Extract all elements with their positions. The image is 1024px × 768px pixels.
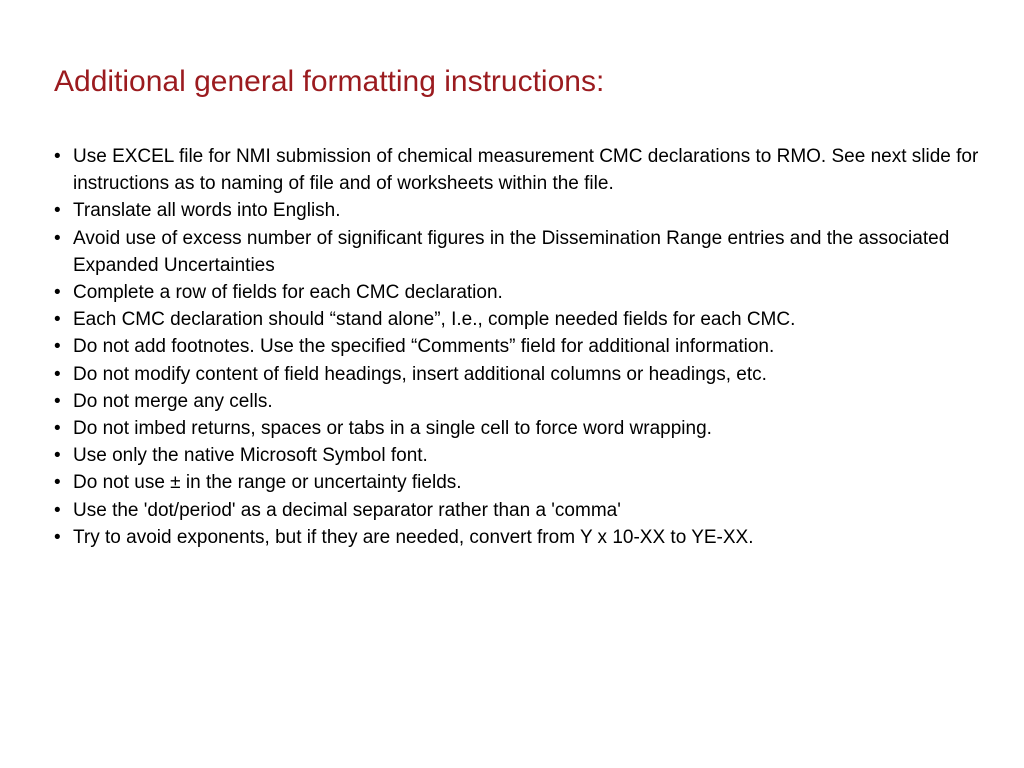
list-item [54, 415, 994, 442]
list-item [54, 497, 994, 524]
list-item [54, 143, 994, 197]
list-item-text: Do not use ± in the range or uncertainty fields. [73, 472, 462, 494]
list-item-text: Each CMC declaration should “stand alone”, I.e., comple needed fields for each CMC. [73, 309, 796, 331]
list-item-text: Use only the native Microsoft Symbol font. [73, 445, 428, 467]
bullet-icon: • [54, 390, 61, 412]
list-item [54, 442, 994, 469]
bullet-icon: • [54, 227, 61, 249]
list-item [54, 197, 994, 224]
bullet-icon: • [54, 418, 61, 440]
bullet-icon: • [54, 445, 61, 467]
list-item-text: Use EXCEL file for NMI submission of chemical measurement CMC declarations to RMO. See next slide for instructions as to naming of file and of worksheets within the file. [73, 146, 979, 195]
list-item-text: Do not imbed returns, spaces or tabs in a single cell to force word wrapping. [73, 418, 712, 440]
list-item-text: Translate all words into English. [73, 200, 341, 222]
list-item-text: Do not add footnotes. Use the specified “Comments” field for additional information. [73, 336, 775, 358]
list-item-text: Do not merge any cells. [73, 390, 273, 412]
list-item-text: Complete a row of fields for each CMC declaration. [73, 282, 503, 304]
bullet-icon: • [54, 146, 61, 167]
slide-title: Additional general formatting instructions: [54, 65, 605, 98]
list-item-text: Do not modify content of field headings, insert additional columns or headings, etc. [73, 363, 767, 385]
list-item-text: Try to avoid exponents, but if they are needed, convert from Y x 10-XX to YE-XX. [73, 526, 754, 548]
list-item-text: Avoid use of excess number of significant figures in the Dissemination Range entries and the associated Expanded Uncertainties [73, 227, 950, 276]
bullet-icon: • [54, 200, 61, 222]
list-item [54, 388, 994, 415]
bullet-list [54, 143, 994, 551]
list-item [54, 306, 994, 333]
bullet-icon: • [54, 526, 61, 548]
list-item [54, 469, 994, 496]
list-item [54, 279, 994, 306]
bullet-icon: • [54, 472, 61, 494]
bullet-icon: • [54, 499, 61, 521]
list-item [54, 333, 994, 360]
list-item [54, 225, 994, 279]
bullet-icon: • [54, 336, 61, 358]
list-item [54, 524, 994, 551]
bullet-icon: • [54, 363, 61, 385]
bullet-icon: • [54, 282, 61, 304]
bullet-icon: • [54, 309, 61, 331]
list-item [54, 361, 994, 388]
list-item-text: Use the 'dot/period' as a decimal separator rather than a 'comma' [73, 499, 621, 521]
